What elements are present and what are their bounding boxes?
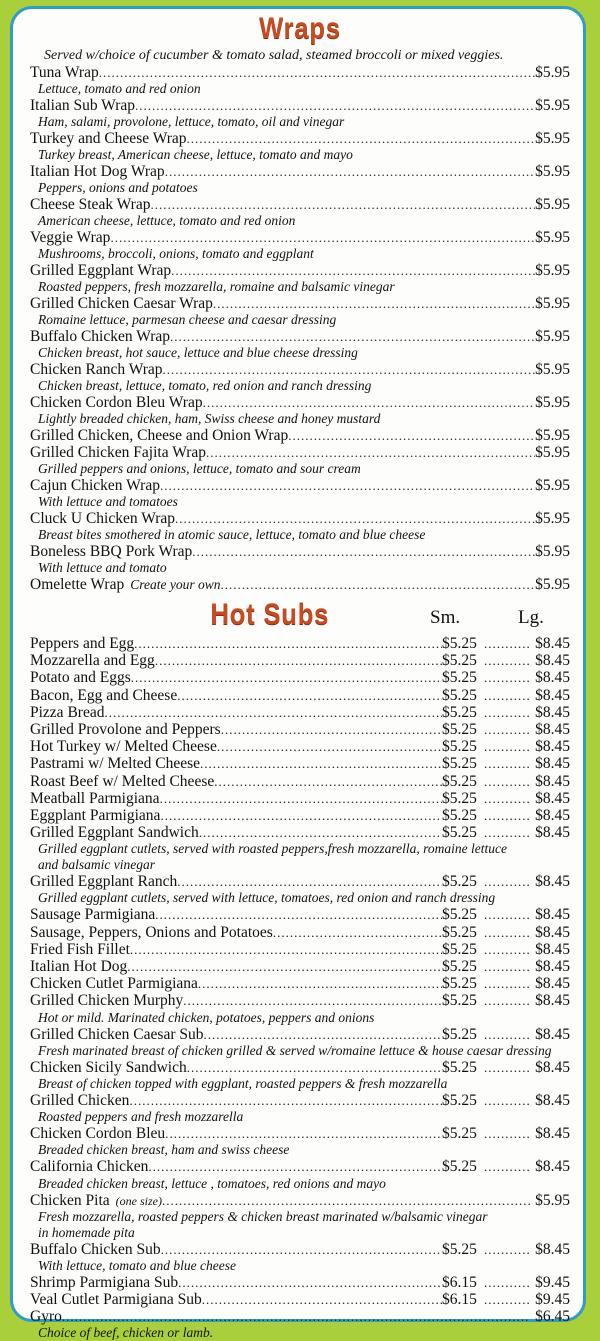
menu-item-row [30, 1274, 570, 1291]
price-large: $8.45 [535, 738, 570, 756]
leader-dots [288, 427, 535, 444]
price-small: $5.25 [442, 772, 477, 790]
item-name: Pizza Bread [30, 703, 105, 721]
item-name: California Chicken [30, 1158, 149, 1176]
leader-dots [214, 773, 442, 790]
item-description: Ham, salami, provolone, lettuce, tomato, oil and vinegar [38, 114, 345, 129]
item-name: Chicken Cordon Bleu Wrap [30, 394, 203, 411]
price-small: $5.25 [442, 652, 477, 670]
leader-dots [155, 652, 442, 669]
price-large: $8.45 [535, 755, 570, 773]
item-name: Peppers and Egg [30, 635, 135, 652]
item-description: American cheese, lettuce, tomato and red onion [38, 213, 296, 228]
item-price: $5.95 [535, 510, 570, 527]
menu-item-row [30, 130, 570, 147]
menu-item-row [30, 64, 570, 81]
item-name: Veal Cutlet Parmigiana Sub [30, 1291, 202, 1309]
price-small: $5.25 [442, 789, 477, 807]
item-name: Tuna Wrap [30, 64, 99, 81]
leader-dots [129, 1092, 442, 1109]
item-name: Grilled Chicken Caesar Wrap [30, 295, 213, 312]
price-small: $5.25 [442, 755, 477, 773]
menu-item-row [30, 444, 570, 461]
price-small: $5.25 [442, 1058, 477, 1076]
item-name: Grilled Chicken Murphy [30, 992, 184, 1010]
leader-dots [484, 738, 530, 755]
price-small: $5.25 [442, 975, 477, 993]
leader-dots [484, 1026, 530, 1043]
menu-item-row [30, 295, 570, 312]
leader-dots [177, 873, 442, 890]
item-name: Bacon, Egg and Cheese [30, 686, 178, 704]
price-small: $5.25 [442, 1158, 477, 1176]
item-price: $5.95 [535, 196, 570, 213]
item-description: Fresh marinated breast of chicken grilled & served w/romaine lettuce & house caesar dressing [38, 1042, 552, 1058]
price-large: $8.45 [535, 824, 570, 842]
price-large: $5.95 [535, 1191, 570, 1209]
wraps-list [30, 64, 570, 593]
item-name: Buffalo Chicken Sub [30, 1240, 161, 1258]
menu-item-row [30, 361, 570, 378]
leader-dots [175, 510, 535, 527]
item-name: Boneless BBQ Pork Wrap [30, 543, 193, 560]
price-large: $8.45 [535, 789, 570, 807]
item-description: Roasted peppers, fresh mozzarella, romaine and balsamic vinegar [38, 279, 395, 294]
leader-dots [148, 1158, 442, 1175]
price-large: $8.45 [535, 720, 570, 738]
item-name: Eggplant Parmigiana [30, 806, 161, 824]
item-name: Italian Hot Dog Wrap [30, 163, 165, 180]
hot-subs-header [30, 593, 570, 635]
menu-item-row [30, 721, 570, 738]
item-name: Hot Turkey w/ Melted Cheese [30, 738, 217, 756]
item-name: Grilled Provolone and Peppers [30, 720, 221, 738]
leader-dots [484, 790, 530, 807]
item-name: Grilled Chicken Caesar Sub [30, 1025, 204, 1043]
leader-dots [192, 543, 535, 560]
leader-dots [165, 1125, 442, 1142]
leader-dots [202, 1291, 442, 1308]
price-small: $5.25 [442, 940, 477, 958]
price-large: $8.45 [535, 652, 570, 670]
menu-item-row [30, 229, 570, 246]
leader-dots [203, 1026, 442, 1043]
item-name: Omelette Wrap [30, 576, 125, 593]
price-large: $8.45 [535, 1158, 570, 1176]
menu-item-row [30, 1241, 570, 1258]
item-price: $5.95 [535, 394, 570, 411]
menu-item-row [30, 163, 570, 180]
price-small: $5.25 [442, 1125, 477, 1143]
wraps-title: Wraps [259, 12, 341, 45]
leader-dots [200, 755, 442, 772]
item-price: $5.95 [535, 477, 570, 494]
leader-dots [199, 824, 442, 841]
leader-dots [131, 669, 442, 686]
item-inline-note: Create your own [130, 577, 221, 592]
price-large: $8.45 [535, 992, 570, 1010]
leader-dots [135, 97, 535, 114]
menu-item-row [30, 262, 570, 279]
price-large: $8.45 [535, 703, 570, 721]
menu-item-row [30, 1059, 570, 1076]
item-description: Breaded chicken breast, lettuce , tomatoes, red onions and mayo [38, 1175, 386, 1191]
item-description: Romaine lettuce, parmesan cheese and caesar dressing [38, 312, 337, 327]
price-small: $5.25 [442, 635, 477, 652]
price-small: $5.25 [442, 806, 477, 824]
price-large: $8.45 [535, 1125, 570, 1143]
large-column-header: Lg. [518, 607, 544, 628]
leader-dots [203, 394, 536, 411]
item-name: Gyro [30, 1308, 62, 1326]
leader-dots [484, 669, 530, 686]
leader-dots [484, 704, 530, 721]
menu-item-row [30, 97, 570, 114]
price-large: $8.45 [535, 873, 570, 891]
leader-dots [221, 721, 442, 738]
leader-dots [217, 738, 442, 755]
leader-dots [484, 873, 530, 890]
menu-item-row [30, 510, 570, 527]
item-description: in homemade pita [38, 1224, 135, 1240]
price-large: $8.45 [535, 635, 570, 652]
leader-dots [484, 652, 530, 669]
hot-subs-list [30, 635, 570, 1341]
leader-dots [484, 687, 530, 704]
item-description: Chicken breast, hot sauce, lettuce and blue cheese dressing [38, 345, 358, 360]
item-price: $5.95 [535, 444, 570, 461]
menu-item-row [30, 755, 570, 772]
price-large: $8.45 [535, 906, 570, 924]
price-small: $5.25 [442, 1091, 477, 1109]
small-column-header: Sm. [430, 607, 461, 628]
item-name: Chicken Cutlet Parmigiana [30, 975, 198, 993]
item-name: Cluck U Chicken Wrap [30, 510, 176, 527]
leader-dots [484, 1059, 530, 1076]
leader-dots [484, 635, 530, 652]
item-name: Cheese Steak Wrap [30, 196, 151, 213]
menu-item-row [30, 427, 570, 444]
menu-item-row [30, 1158, 570, 1175]
leader-dots [165, 163, 535, 180]
leader-dots [220, 576, 535, 593]
item-description: Breast of chicken topped with eggplant, roasted peppers & fresh mozzarella [38, 1075, 448, 1091]
item-name: Grilled Chicken, Cheese and Onion Wrap [30, 427, 289, 444]
price-small: $5.25 [442, 686, 477, 704]
leader-dots [484, 1274, 530, 1291]
price-large: $8.45 [535, 958, 570, 975]
item-price: $5.95 [535, 427, 570, 444]
leader-dots [150, 196, 535, 213]
price-large: $9.45 [535, 1291, 570, 1309]
price-large: $8.45 [535, 686, 570, 704]
item-description: Grilled eggplant cutlets, served with roasted peppers,fresh mozzarella, romaine lettuce [38, 841, 507, 857]
item-name: Roast Beef w/ Melted Cheese [30, 772, 215, 790]
menu-item-row [30, 704, 570, 721]
leader-dots [127, 958, 442, 975]
leader-dots [484, 1092, 530, 1109]
item-price: $5.95 [535, 64, 570, 81]
item-price: $5.95 [535, 163, 570, 180]
leader-dots [213, 295, 535, 312]
item-price: $5.95 [535, 361, 570, 378]
item-description: and balsamic vinegar [38, 857, 155, 873]
leader-dots [183, 992, 442, 1009]
menu-item-row [30, 669, 570, 686]
item-name: Fried Fish Fillet [30, 940, 130, 958]
item-description: With lettuce, tomato and blue cheese [38, 1257, 236, 1273]
leader-dots [484, 773, 530, 790]
leader-dots [177, 687, 442, 704]
leader-dots [484, 975, 530, 992]
item-name: Sausage, Peppers, Onions and Potatoes [30, 923, 273, 941]
menu-item-row [30, 576, 570, 593]
item-price: $5.95 [535, 328, 570, 345]
menu-item-row [30, 975, 570, 992]
item-name: Shrimp Parmigiana Sub [30, 1273, 179, 1291]
price-small: $5.25 [442, 958, 477, 975]
item-description: Turkey breast, American cheese, lettuce, tomato and mayo [38, 147, 353, 162]
leader-dots [484, 755, 530, 772]
menu-item-row [30, 807, 570, 824]
item-price: $5.95 [535, 262, 570, 279]
leader-dots [104, 704, 442, 721]
menu-content [30, 11, 570, 1341]
item-name: Grilled Eggplant Wrap [30, 262, 172, 279]
price-small: $5.25 [442, 906, 477, 924]
item-name: Pastrami w/ Melted Cheese [30, 755, 201, 773]
menu-item-row [30, 652, 570, 669]
leader-dots [155, 906, 442, 923]
price-large: $8.45 [535, 975, 570, 993]
item-name: Chicken Ranch Wrap [30, 361, 163, 378]
leader-dots [170, 328, 535, 345]
price-small: $5.25 [442, 1240, 477, 1258]
leader-dots [206, 444, 535, 461]
item-name: Italian Hot Dog [30, 958, 128, 975]
item-name: Chicken Sicily Sandwich [30, 1058, 187, 1076]
leader-dots [161, 1241, 442, 1258]
menu-item-row [30, 773, 570, 790]
item-price: $5.95 [535, 97, 570, 114]
leader-dots [187, 130, 536, 147]
leader-dots [484, 1125, 530, 1142]
leader-dots [484, 924, 530, 941]
item-name: Veggie Wrap [30, 229, 111, 246]
wraps-note: Served w/choice of cucumber & tomato salad, steamed broccoli or mixed veggies. [44, 48, 504, 63]
leader-dots [171, 262, 535, 279]
price-small: $5.25 [442, 992, 477, 1010]
leader-dots [484, 1158, 530, 1175]
menu-item-row [30, 790, 570, 807]
item-price: $5.95 [535, 229, 570, 246]
menu-item-row [30, 873, 570, 890]
item-name: Buffalo Chicken Wrap [30, 328, 170, 345]
item-description: Breaded chicken breast, ham and swiss cheese [38, 1142, 290, 1158]
price-large: $8.45 [535, 1091, 570, 1109]
leader-dots [130, 941, 442, 958]
price-large: $8.45 [535, 940, 570, 958]
menu-item-row [30, 1291, 570, 1308]
leader-dots [198, 975, 442, 992]
menu-item-row [30, 394, 570, 411]
leader-dots [484, 958, 530, 975]
menu-item-row [30, 1026, 570, 1043]
leader-dots [160, 477, 535, 494]
leader-dots [484, 807, 530, 824]
price-large: $8.45 [535, 923, 570, 941]
price-large: $8.45 [535, 669, 570, 687]
menu-item-row [30, 906, 570, 923]
leader-dots [484, 1241, 530, 1258]
menu-item-row [30, 196, 570, 213]
item-description: Lettuce, tomato and red onion [38, 81, 201, 96]
price-small: $5.25 [442, 703, 477, 721]
price-small: $5.25 [442, 873, 477, 891]
item-name: Grilled Eggplant Sandwich [30, 824, 199, 842]
item-name: Turkey and Cheese Wrap [30, 130, 187, 147]
price-large: $8.45 [535, 1240, 570, 1258]
leader-dots [484, 721, 530, 738]
item-description: Fresh mozzarella, roasted peppers & chicken breast marinated w/balsamic vinegar [38, 1208, 488, 1224]
menu-item-row [30, 543, 570, 560]
item-price: $5.95 [535, 295, 570, 312]
leader-dots [484, 992, 530, 1009]
leader-dots [162, 1192, 530, 1209]
item-name: Chicken Pita [30, 1191, 110, 1209]
menu-item-row [30, 687, 570, 704]
item-description: Breast bites smothered in atomic sauce, lettuce, tomato and blue cheese [38, 527, 426, 542]
hot-subs-title: Hot Subs [210, 598, 330, 631]
item-description: Chicken breast, lettuce, tomato, red onion and ranch dressing [38, 378, 372, 393]
item-name: Mozzarella and Egg [30, 652, 155, 670]
menu-card [10, 6, 586, 1341]
item-name: Grilled Chicken [30, 1091, 130, 1109]
item-inline-note: (one size) [115, 1193, 162, 1208]
item-description: Grilled peppers and onions, lettuce, tomato and sour cream [38, 461, 361, 476]
item-name: Meatball Parmigiana [30, 789, 160, 807]
leader-dots [273, 924, 442, 941]
menu-item-row [30, 824, 570, 841]
price-small: $5.25 [442, 669, 477, 687]
price-small: $5.25 [442, 824, 477, 842]
item-description: Grilled eggplant cutlets, served with lettuce, tomatoes, red onion and ranch dressing [38, 890, 496, 906]
menu-item-row [30, 1092, 570, 1109]
item-description: Choice of beef, chicken or lamb. [38, 1325, 214, 1341]
menu-item-row [30, 1308, 570, 1325]
item-description: Roasted peppers and fresh mozzarella [38, 1109, 244, 1125]
price-small: $5.25 [442, 720, 477, 738]
price-large: $8.45 [535, 772, 570, 790]
menu-item-row [30, 941, 570, 958]
menu-item-row [30, 635, 570, 652]
price-large: $8.45 [535, 1025, 570, 1043]
leader-dots [160, 790, 442, 807]
price-large: $6.45 [535, 1308, 570, 1326]
item-name: Grilled Eggplant Ranch [30, 873, 178, 891]
menu-item-row [30, 1192, 570, 1209]
item-description: Mushrooms, broccoli, onions, tomato and eggplant [38, 246, 314, 261]
menu-item-row [30, 992, 570, 1009]
price-small: $6.15 [442, 1273, 477, 1291]
price-small: $5.25 [442, 738, 477, 756]
leader-dots [484, 941, 530, 958]
item-name: Italian Sub Wrap [30, 97, 135, 114]
item-name: Chicken Cordon Bleu [30, 1125, 166, 1143]
leader-dots [99, 64, 535, 81]
menu-item-row [30, 958, 570, 975]
leader-dots [134, 635, 442, 652]
price-small: $5.25 [442, 1025, 477, 1043]
leader-dots [62, 1308, 530, 1325]
item-price: $5.95 [535, 576, 570, 593]
item-name: Grilled Chicken Fajita Wrap [30, 444, 207, 461]
leader-dots [484, 906, 530, 923]
leader-dots [160, 807, 442, 824]
price-small: $5.25 [442, 923, 477, 941]
leader-dots [110, 229, 535, 246]
item-price: $5.95 [535, 130, 570, 147]
price-large: $8.45 [535, 1058, 570, 1076]
item-description: With lettuce and tomato [38, 560, 167, 575]
menu-item-row [30, 924, 570, 941]
price-small: $6.15 [442, 1291, 477, 1309]
price-large: $9.45 [535, 1273, 570, 1291]
leader-dots [178, 1274, 442, 1291]
menu-item-row [30, 738, 570, 755]
price-large: $8.45 [535, 806, 570, 824]
item-name: Cajun Chicken Wrap [30, 477, 160, 494]
menu-item-row [30, 328, 570, 345]
item-price: $5.95 [535, 543, 570, 560]
leader-dots [187, 1059, 442, 1076]
item-name: Sausage Parmigiana [30, 906, 156, 924]
menu-item-row [30, 477, 570, 494]
item-description: Peppers, onions and potatoes [38, 180, 198, 195]
leader-dots [484, 824, 530, 841]
leader-dots [484, 1291, 530, 1308]
item-description: Lightly breaded chicken, ham, Swiss cheese and honey mustard [38, 411, 381, 426]
menu-item-row [30, 1125, 570, 1142]
item-description: With lettuce and tomatoes [38, 494, 178, 509]
item-description: Hot or mild. Marinated chicken, potatoes, peppers and onions [38, 1009, 375, 1025]
item-name: Potato and Eggs [30, 669, 131, 687]
leader-dots [163, 361, 536, 378]
